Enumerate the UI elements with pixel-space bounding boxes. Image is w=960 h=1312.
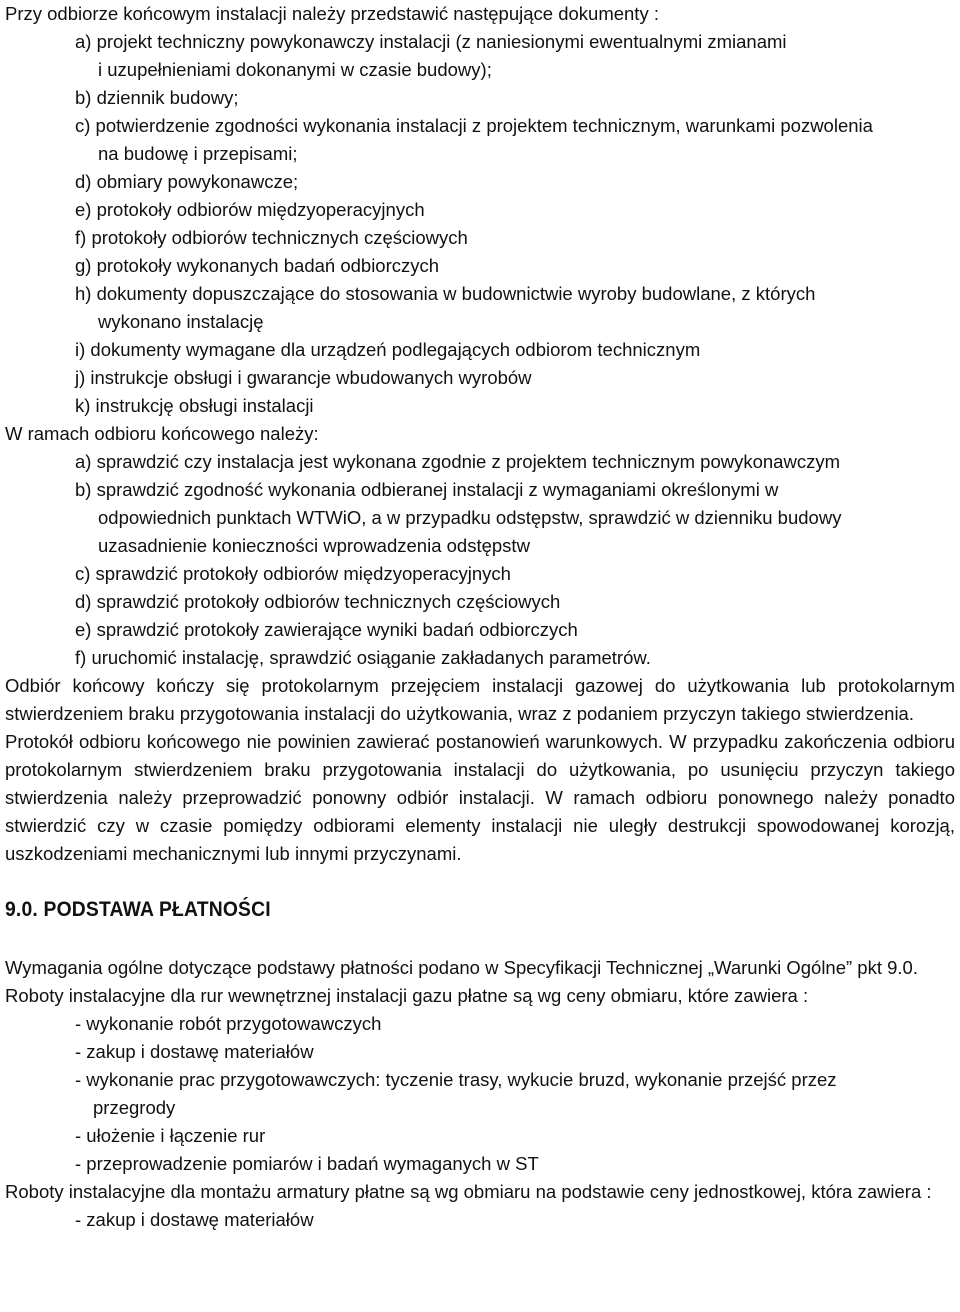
document-item: j) instrukcje obsługi i gwarancje wbudowanych wyrobów <box>75 367 532 388</box>
pipe-works-list <box>5 1010 955 1178</box>
scope-item: d) sprawdzić protokoły odbiorów technicznych częściowych <box>75 591 561 612</box>
document-item: h) dokumenty dopuszczające do stosowania w budownictwie wyroby budowlane, z których <box>75 283 816 304</box>
scope-item: a) sprawdzić czy instalacja jest wykonana zgodnie z projektem technicznym powykonawczym <box>75 451 840 472</box>
scope-item: c) sprawdzić protokoły odbiorów międzyoperacyjnych <box>75 563 511 584</box>
pipe-works-item: - przeprowadzenie pomiarów i badań wymaganych w ST <box>75 1153 539 1174</box>
document-item-continuation: na budowę i przepisami; <box>98 143 298 164</box>
scope-item: e) sprawdzić protokoły zawierające wyniki badań odbiorczych <box>75 619 578 640</box>
document-item: f) protokoły odbiorów technicznych częściowych <box>75 227 468 248</box>
pipe-works-item: - zakup i dostawę materiałów <box>75 1041 314 1062</box>
document-item: g) protokoły wykonanych badań odbiorczych <box>75 255 440 276</box>
scope-item: b) sprawdzić zgodność wykonania odbieranej instalacji z wymaganiami określonymi w <box>75 479 779 500</box>
section-heading: 9.0. PODSTAWA PŁATNOŚCI <box>5 898 271 921</box>
pipe-works-item: - ułożenie i łączenie rur <box>75 1125 266 1146</box>
pipe-works-item: - wykonanie prac przygotowawczych: tyczenie trasy, wykucie bruzd, wykonanie przejść przez <box>75 1069 837 1090</box>
paragraph-pipe-works: Roboty instalacyjne dla rur wewnętrznej instalacji gazu płatne są wg ceny obmiaru, które zawiera : <box>5 985 809 1006</box>
paragraph-requirements: Wymagania ogólne dotyczące podstawy płatności podano w Specyfikacji Technicznej „Warunki Ogólne” pkt 9.0. <box>5 957 918 978</box>
paragraph-fittings: Roboty instalacyjne dla montażu armatury płatne są wg obmiaru na podstawie ceny jednostkowej, która zawiera : <box>5 1181 932 1202</box>
scope-item: f) uruchomić instalację, sprawdzić osiąganie zakładanych parametrów. <box>75 647 651 668</box>
scope-item-continuation: odpowiednich punktach WTWiO, a w przypadku odstępstw, sprawdzić w dzienniku budowy <box>98 507 842 528</box>
document-item: i) dokumenty wymagane dla urządzeń podlegających odbiorom technicznym <box>75 339 701 360</box>
paragraph-final-acceptance: Odbiór końcowy kończy się protokolarnym przejęciem instalacji gazowej do użytkowania lub protokolarnym stwierdzeniem braku przygotowania instalacji do użytkowania, wraz z podaniem przyczyn takiego stwierdzenia. <box>5 675 955 724</box>
documents-list <box>5 28 955 420</box>
document-item: e) protokoły odbiorów międzyoperacyjnych <box>75 199 425 220</box>
fittings-item: - zakup i dostawę materiałów <box>75 1209 314 1230</box>
document-item-continuation: i uzupełnieniami dokonanymi w czasie budowy); <box>98 59 492 80</box>
intro-line: Przy odbiorze końcowym instalacji należy przedstawić następujące dokumenty : <box>5 3 659 24</box>
document-item-continuation: wykonano instalację <box>98 311 264 332</box>
scope-list <box>5 448 955 672</box>
paragraph-protocol: Protokół odbioru końcowego nie powinien zawierać postanowień warunkowych. W przypadku zakończenia odbioru protokolarnym stwierdzeniem braku przygotowania instalacji do użytkowania, po usunięciu przyczyn takiego stwierdzenia należy przeprowadzić ponowny odbiór instalacji. W ramach odbioru ponownego należy ponadto stwierdzić czy w czasie pomiędzy odbiorami elementy instalacji nie uległy destrukcji spowodowanej korozją, uszkodzeniami mechanicznymi lub innymi przyczynami. <box>5 731 955 864</box>
document-item: a) projekt techniczny powykonawczy instalacji (z naniesionymi ewentualnymi zmianami <box>75 31 787 52</box>
document-item: d) obmiary powykonawcze; <box>75 171 299 192</box>
pipe-works-item: - wykonanie robót przygotowawczych <box>75 1013 382 1034</box>
pipe-works-item-continuation: przegrody <box>93 1097 176 1118</box>
document-item: k) instrukcję obsługi instalacji <box>75 395 314 416</box>
fittings-list <box>5 1206 955 1234</box>
scope-intro: W ramach odbioru końcowego należy: <box>5 423 319 444</box>
document-item: c) potwierdzenie zgodności wykonania instalacji z projektem technicznym, warunkami pozwolenia <box>75 115 873 136</box>
document-item: b) dziennik budowy; <box>75 87 239 108</box>
scope-item-continuation: uzasadnienie konieczności wprowadzenia odstępstw <box>98 535 530 556</box>
